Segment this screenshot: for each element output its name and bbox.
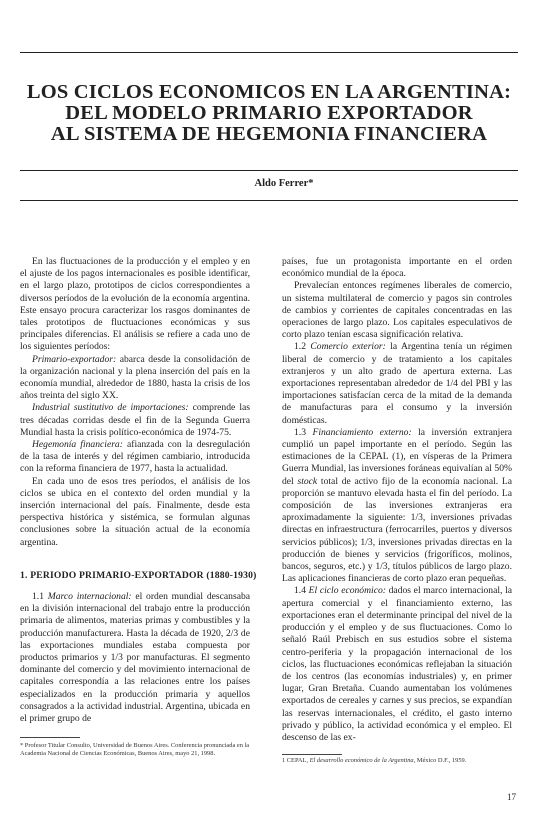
author-name: Aldo Ferrer* bbox=[254, 178, 314, 189]
period-label-2: Industrial sustitutivo de importaciones: bbox=[32, 402, 189, 414]
period-label-3: Hegemonía financiera: bbox=[32, 439, 123, 451]
title-rule bbox=[20, 170, 518, 171]
footnote-left: * Profesor Titular Consulto, Universidad de Buenos Aires. Conferencia pronunciada en la Academia Nacional de Ciencias Económicas, Buenos Aires, mayo 21, 1998. bbox=[20, 742, 250, 757]
footnote-rule-right bbox=[282, 754, 342, 755]
title-line-1: LOS CICLOS ECONOMICOS EN LA ARGENTINA: bbox=[26, 81, 512, 103]
author-rule bbox=[20, 200, 518, 201]
title-line-3: AL SISTEMA DE HEGEMONIA FINANCIERA bbox=[50, 123, 488, 145]
page-number: 17 bbox=[507, 792, 516, 802]
period-item-2: Industrial sustitutivo de importaciones: comprende las tres décadas corridas desde el fin de la Segunda Guerra Mundial hasta la crisis político-económica de 1974-75. bbox=[20, 402, 250, 438]
footnote-right: 1 CEPAL, El desarrollo económico de la Argentina, México D.F., 1959. bbox=[282, 757, 467, 764]
period-item-3: Hegemonía financiera: afianzada con la desregulación de la tasa de interés y del régimen cambiario, introducida con la reforma financiera de 1977, hasta la actualidad. bbox=[20, 439, 250, 475]
section-label: Marco internacional: bbox=[47, 591, 132, 602]
intro-paragraph: En las fluctuaciones de la producción y el empleo y en el ajuste de los pagos internacionales es posible identificar, en el largo plazo, prototipos de ciclos correspondientes a diversos períodos de la evolución de la economía argentina. Este ensayo procura caracterizar los rasgos dominantes de tales prototipos de fluctuaciones económicas y sus principales diferencias. El análisis se refiere a cada uno de los siguientes períodos: bbox=[20, 256, 250, 353]
article-title bbox=[20, 82, 518, 145]
left-column bbox=[20, 256, 250, 549]
right-column bbox=[282, 256, 512, 744]
title-line-2: DEL MODELO PRIMARIO EXPORTADOR bbox=[65, 102, 473, 124]
top-rule bbox=[20, 52, 518, 53]
period-label-1: Primario-exportador: bbox=[32, 353, 117, 365]
right-paragraph-5: 1.4 El ciclo económico: dados el marco internacional, la apertura comercial y el financiamiento externo, las exportaciones eran el determinante principal del nivel de la producción y el empleo y de sus fluctuaciones. Como lo señaló Raúl Prebisch en sus estudios sobre el sistema centro-periferia y la propagación internacional de los ciclos, las fluctuaciones económicas reflejaban la situación de los centros (las economías industriales) y, en primer lugar, Gran Bretaña. Cuando aumentaban los volúmenes exportados de cereales y carnes y sus precios, se expandían las reservas internacionales, el crédito, el gasto interno privado y público, la actividad económica y el empleo. El descenso de las ex- bbox=[282, 585, 513, 743]
right-paragraph-1: países, fue un protagonista importante en el orden económico mundial de la época. bbox=[282, 256, 512, 280]
section-1-1-paragraph: 1.1 Marco internacional: el orden mundial descansaba en la división internacional del trabajo entre la producción primaria de alimentos, materias primas y combustibles y la producción manufacturera. Hasta la década de 1920, 2/3 de las exportaciones mundiales estaba compuesta por productos primarios y 1/3 por manufacturas. El segmento dominante del comercio y del movimiento internacional de capitales correspondía a las relaciones entre los países especializados en la producción primaria y aquellos consagrados a la actividad industrial. Argentina, ubicada en el primer grupo de bbox=[20, 591, 251, 725]
right-paragraph-2: Prevalecían entonces regímenes liberales de comercio, un sistema multilateral de comercio y pagos sin controles de cambios y corrientes de capitales concentradas en las operaciones de largo plazo. Los capitales especulativos de corto plazo tenían escasa significación relativa. bbox=[282, 280, 512, 341]
right-paragraph-4: 1.3 Financiamiento externo: la inversión extranjera cumplió un papel importante en el período. Según las estimaciones de la CEPAL (1), en vísperas de la Primera Guerra Mundial, las inversiones foráneas equivalían al 50% del stock total de activo fijo de la economía nacional. La proporción se mantuvo elevada hasta el fin del período. La composición de las inversiones extranjeras era aproximadamente la siguiente: 1/3, inversiones privadas directas en infraestructura (ferrocarriles, puertos y diversos servicios públicos); 1/3, inversiones privadas directas en la producción de bienes y servicios (frigoríficos, molinos, bancos, seguros, etc.) y 1/3, títulos públicos de largo plazo. Las aplicaciones financieras de corto plazo eran pequeñas. bbox=[282, 426, 513, 585]
period-item-1: Primario-exportador: abarca desde la consolidación de la organización nacional y la plena inserción del país en la economía mundial, alrededor de 1880, hasta la crisis de los años treinta del siglo XX. bbox=[20, 353, 250, 402]
right-paragraph-3: 1.2 Comercio exterior: la Argentina tenía un régimen liberal de comercio y de tratamiento a los capitales extranjeros y un alto grado de apertura externa. Las exportaciones representaban alrededor de 1/4 del PBI y las importaciones satisfacían cerca de la mitad de la demanda de manufacturas para el consumo y la inversión domésticas. bbox=[282, 341, 513, 426]
footnote-rule-left bbox=[20, 737, 80, 738]
closing-paragraph: En cada uno de esos tres períodos, el análisis de los ciclos se ubica en el contexto del orden mundial y la inserción internacional del país. Finalmente, desde esta perspectiva histórica y sistémica, se formulan algunas conclusiones sobre la situación actual de la economía argentina. bbox=[20, 475, 250, 548]
section-heading: 1. PERIODO PRIMARIO-EXPORTADOR (1880-1930) bbox=[20, 570, 257, 581]
